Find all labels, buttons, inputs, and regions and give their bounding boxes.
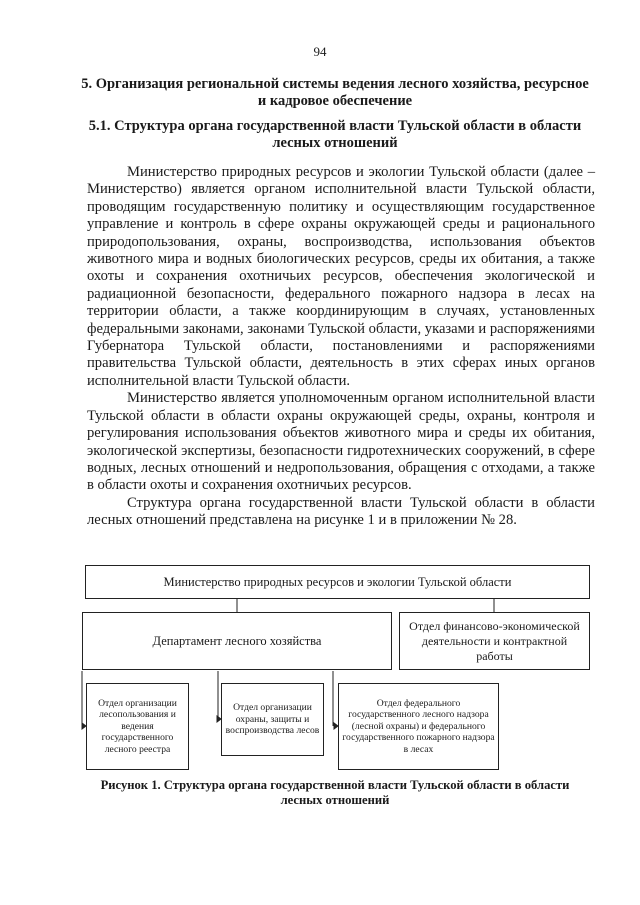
page-number: 94 bbox=[313, 44, 327, 59]
forest-protection-department-box: Отдел организации охраны, защиты и воспроизводства лесов bbox=[221, 683, 324, 756]
forest-supervision-department-box: Отдел федерального государственного лесного надзора (лесной охраны) и федерального государственного пожарного надзора в лесах bbox=[338, 683, 499, 770]
paragraph-1: Министерство природных ресурсов и экологии Тульской области (далее – Министерство) является органом исполнительной власти Тульской области, проводящим государственную политику и осуществляющим государственное управление и контроль в сфере охраны окружающей среды и рационального природопользования, охраны, воспроизводства, использования объектов животного мира и водных биологических ресурсов, среды их обитания, а также охоты и сохранения охотничьих ресурсов, обеспечения экологической и радиационной безопасности, федерального пожарного надзора в лесах на территории области, а также координирующим в случаях, установленных федеральными законами, законами Тульской области, указами и распоряжениями Губернатора Тульской области, постановлениями и распоряжениями правительства Тульской области, деятельность в этих сферах иных органов исполнительной власти Тульской области. bbox=[87, 164, 595, 389]
forestry-department-box: Департамент лесного хозяйства bbox=[82, 612, 392, 670]
forest-use-department-box: Отдел организации лесопользования и ведения государственного лесного реестра bbox=[86, 683, 189, 770]
paragraph-2: Министерство является уполномоченным органом исполнительной власти Тульской области в области охраны окружающей среды, охраны, контроля и регулирования использования объектов животного мира и среды их обитания, экологической экспертизы, безопасности гидротехнических сооружений, в сфере водных, лесных отношений и недропользования, обращения с отходами, а также в области охоты и сохранения охотничьих ресурсов. bbox=[87, 390, 595, 494]
body-text bbox=[87, 164, 595, 530]
figure-caption: Рисунок 1. Структура органа государственной власти Тульской области в области лесных отношений bbox=[100, 778, 570, 807]
section-heading: 5. Организация региональной системы ведения лесного хозяйства, ресурсное и кадровое обеспечение bbox=[81, 76, 589, 109]
finance-department-box: Отдел финансово-экономической деятельности и контрактной работы bbox=[399, 612, 590, 670]
ministry-box: Министерство природных ресурсов и экологии Тульской области bbox=[85, 565, 590, 599]
paragraph-3: Структура органа государственной власти Тульской области в области лесных отношений представлена на рисунке 1 и в приложении № 28. bbox=[87, 494, 595, 529]
subsection-heading: 5.1. Структура органа государственной власти Тульской области в области лесных отношений bbox=[88, 118, 582, 151]
